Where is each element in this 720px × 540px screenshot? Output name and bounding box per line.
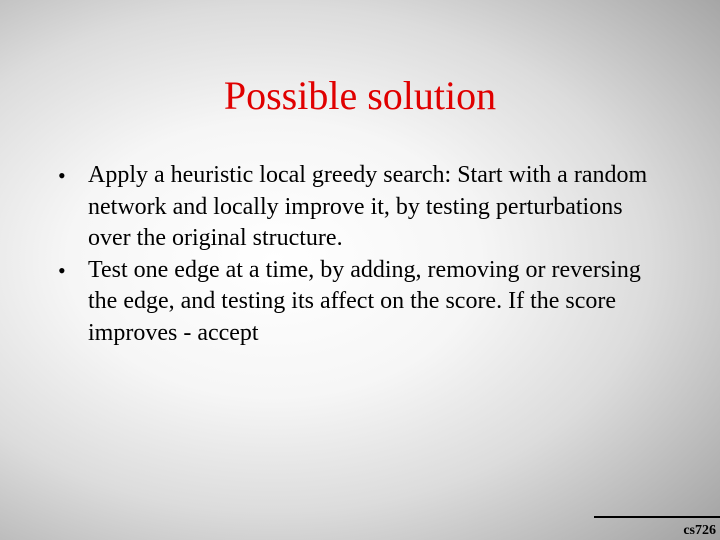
footer-divider bbox=[594, 516, 720, 518]
bullet-text: Test one edge at a time, by adding, removing or reversing the edge, and testing its affect on the score. If the score improves - accept bbox=[88, 256, 641, 346]
bullet-item bbox=[58, 255, 668, 350]
bullet-text: Apply a heuristic local greedy search: Start with a random network and locally improve it, by testing perturbations over the original structure. bbox=[88, 162, 648, 251]
slide-title: Possible solution bbox=[223, 73, 497, 118]
footer-course-label: cs726 bbox=[683, 523, 716, 538]
bullet-list bbox=[58, 160, 668, 349]
bullet-item bbox=[58, 160, 668, 255]
bullet-symbol: • bbox=[58, 163, 66, 188]
bullet-symbol: • bbox=[58, 257, 66, 283]
